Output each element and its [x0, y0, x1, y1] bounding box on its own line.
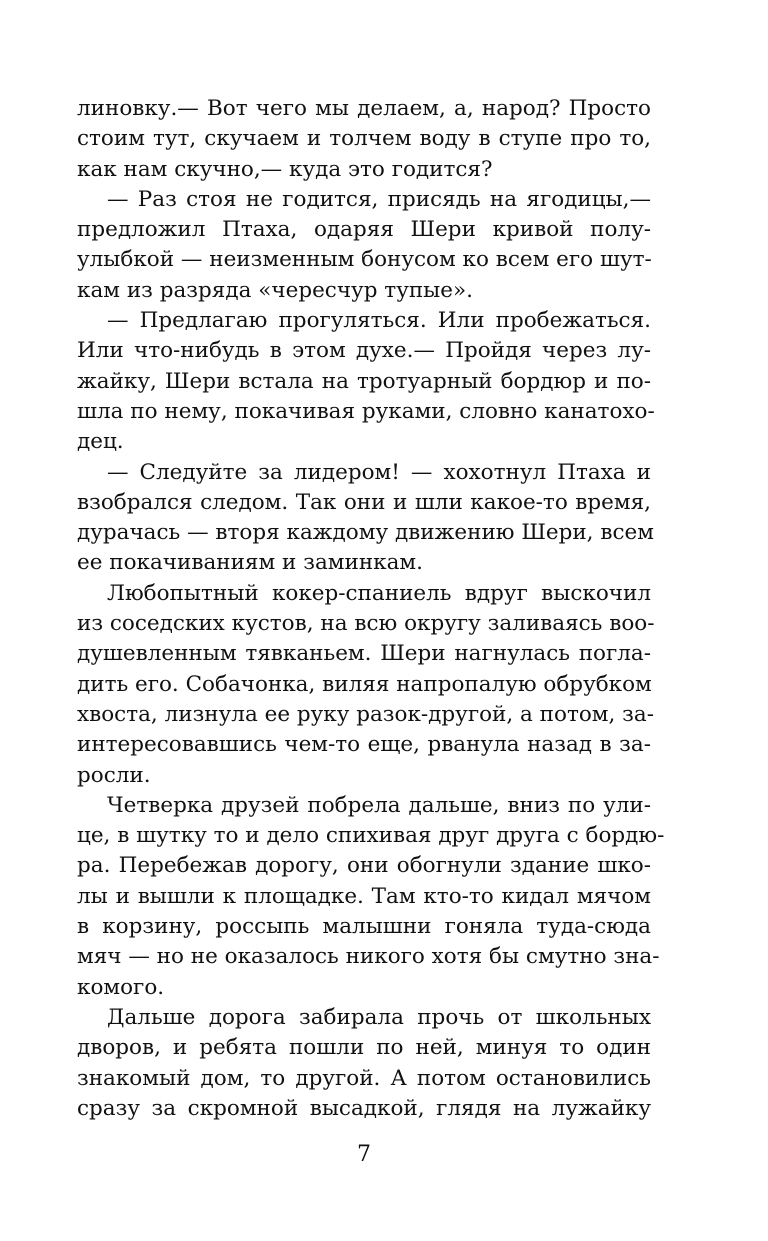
text-line: линовку.— Вот чего мы делаем, а, народ? Просто [77, 96, 651, 121]
text-line: Четверка друзей побрела дальше, вниз по ули- [107, 792, 651, 818]
text-line: дить его. Собачонка, виляя напропалую обрубком [77, 671, 652, 697]
text-line: предложил Птаха, одаряя Шери кривой полу- [77, 217, 651, 243]
text-line: комого. [77, 974, 165, 1000]
text-line: стоим тут, скучаем и толчем воду в ступе про то, [77, 126, 651, 152]
text-line: Дальше дорога забирала прочь от школьных [107, 1004, 651, 1030]
text-line: интересовавшись чем-то еще, рванула назад в за- [77, 732, 651, 758]
text-line: Любопытный кокер-спаниель вдруг выскочил [107, 580, 651, 606]
text-line: взобрался следом. Так они и шли какое-то время, [77, 489, 651, 515]
text-line: шла по нему, покачивая руками, словно канатохо- [77, 398, 655, 424]
text-line: — Раз стоя не годится, присядь на ягодицы,— [107, 186, 651, 212]
text-line: жайку, Шери встала на тротуарный бордюр и по- [77, 368, 651, 394]
text-line: сразу за скромной высадкой, глядя на лужайку [77, 1095, 651, 1121]
text-line: улыбкой — неизменным бонусом ко всем его шут- [77, 247, 652, 273]
text-line: ра. Перебежав дорогу, они обогнули здание шко- [77, 853, 651, 879]
text-line: из соседских кустов, на всю округу заливаясь воо- [77, 611, 655, 637]
page-number: 7 [357, 1142, 371, 1167]
text-line: как нам скучно,— куда это годится? [77, 156, 493, 182]
text-line: хвоста, лизнула ее руку разок-другой, а потом, за- [77, 701, 654, 727]
text-line: це, в шутку то и дело спихивая друг друга с бордю- [77, 823, 665, 849]
text-line: дурачась — вторя каждому движению Шери, всем [77, 520, 654, 546]
text-line: знакомый дом, то другой. А потом остановились [77, 1065, 651, 1091]
text-line: мяч — но не оказалось никого хотя бы смутно зна- [77, 944, 660, 970]
text-line: росли. [77, 762, 151, 788]
text-line: Или что-нибудь в этом духе.— Пройдя через лу- [77, 338, 651, 364]
text-line: душевленным тявканьем. Шери нагнулась погла- [77, 641, 651, 667]
text-line: ее покачиваниям и заминкам. [77, 550, 423, 576]
text-line: дворов, и ребята пошли по ней, минуя то один [77, 1035, 651, 1061]
text-line: — Следуйте за лидером! — хохотнул Птаха и [107, 459, 651, 485]
text-line: лы и вышли к площадке. Там кто-то кидал мячом [77, 883, 651, 909]
body-text [77, 94, 665, 1124]
text-line: дец. [77, 429, 124, 455]
text-line: кам из разряда «чересчур тупые». [77, 277, 474, 303]
text-line: — Предлагаю прогуляться. Или пробежаться. [107, 308, 651, 334]
text-line: в корзину, россыпь малышни гоняла туда-сюда [77, 914, 651, 940]
